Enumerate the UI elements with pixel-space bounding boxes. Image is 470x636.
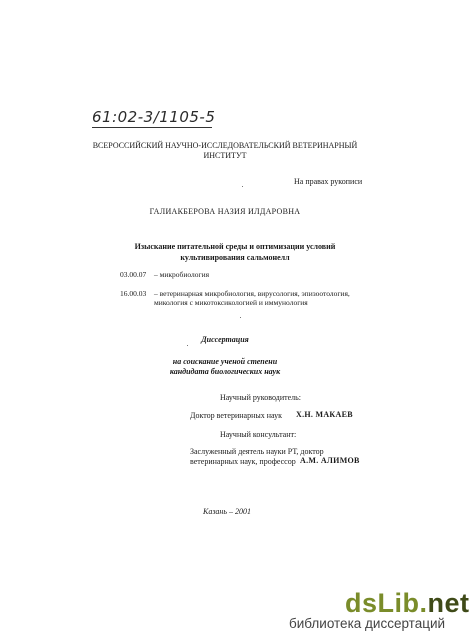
consultant-title-line2: ветеринарных наук, профессор — [190, 457, 296, 466]
specialty-name: – микробиология — [154, 270, 210, 279]
degree-line2: кандидата биологических наук — [169, 367, 281, 376]
consultant-name: А.М. АЛИМОВ — [300, 456, 360, 465]
place-year: Казань – 2001 — [203, 507, 252, 516]
watermark-logo-dot: . — [419, 588, 428, 618]
watermark-caption: библиотека диссертаций — [289, 616, 446, 631]
supervisor-label: Научный руководитель: — [220, 393, 302, 402]
dissertation-title-line2: культивирования сальмонелл — [180, 253, 290, 262]
supervisor-name: Х.Н. МАКАЕВ — [296, 410, 353, 419]
document-type: Диссертация — [201, 335, 249, 344]
handwritten-underline — [92, 127, 212, 128]
specialty-name-continued: микология с микотоксикологией и иммунология — [154, 298, 308, 307]
author-name: ГАЛИАКБЕРОВА НАЗИЯ ИЛДАРОВНА — [149, 207, 301, 216]
scan-speck — [242, 186, 243, 187]
watermark-logo-main: dsLib — [345, 588, 420, 618]
specialty-code: 16.00.03 — [120, 289, 147, 298]
watermark-logo — [345, 588, 470, 619]
handwritten-code: 61:02-3/1105-5 — [92, 108, 216, 126]
supervisor-title: Доктор ветеринарных наук — [190, 411, 283, 420]
institute-name-line1: ВСЕРОССИЙСКИЙ НАУЧНО-ИССЛЕДОВАТЕЛЬСКИЙ ВЕТЕРИНАРНЫЙ — [92, 141, 358, 150]
dissertation-title-line1: Изыскание питательной среды и оптимизации условий — [134, 242, 336, 251]
institute-name-line2: ИНСТИТУТ — [203, 151, 247, 160]
manuscript-note: На правах рукописи — [294, 177, 363, 186]
consultant-title-line1: Заслуженный деятель науки РТ, доктор — [190, 447, 324, 456]
specialty-name: – ветеринарная микробиология, вирусология, эпизоотология, — [154, 289, 350, 298]
specialty-code: 03.00.07 — [120, 270, 147, 279]
scan-speck — [187, 345, 188, 346]
consultant-label: Научный консультант: — [220, 430, 297, 439]
degree-line1: на соискание ученой степени — [172, 357, 278, 366]
watermark-logo-tld: net — [427, 588, 470, 618]
scan-speck — [240, 317, 241, 318]
